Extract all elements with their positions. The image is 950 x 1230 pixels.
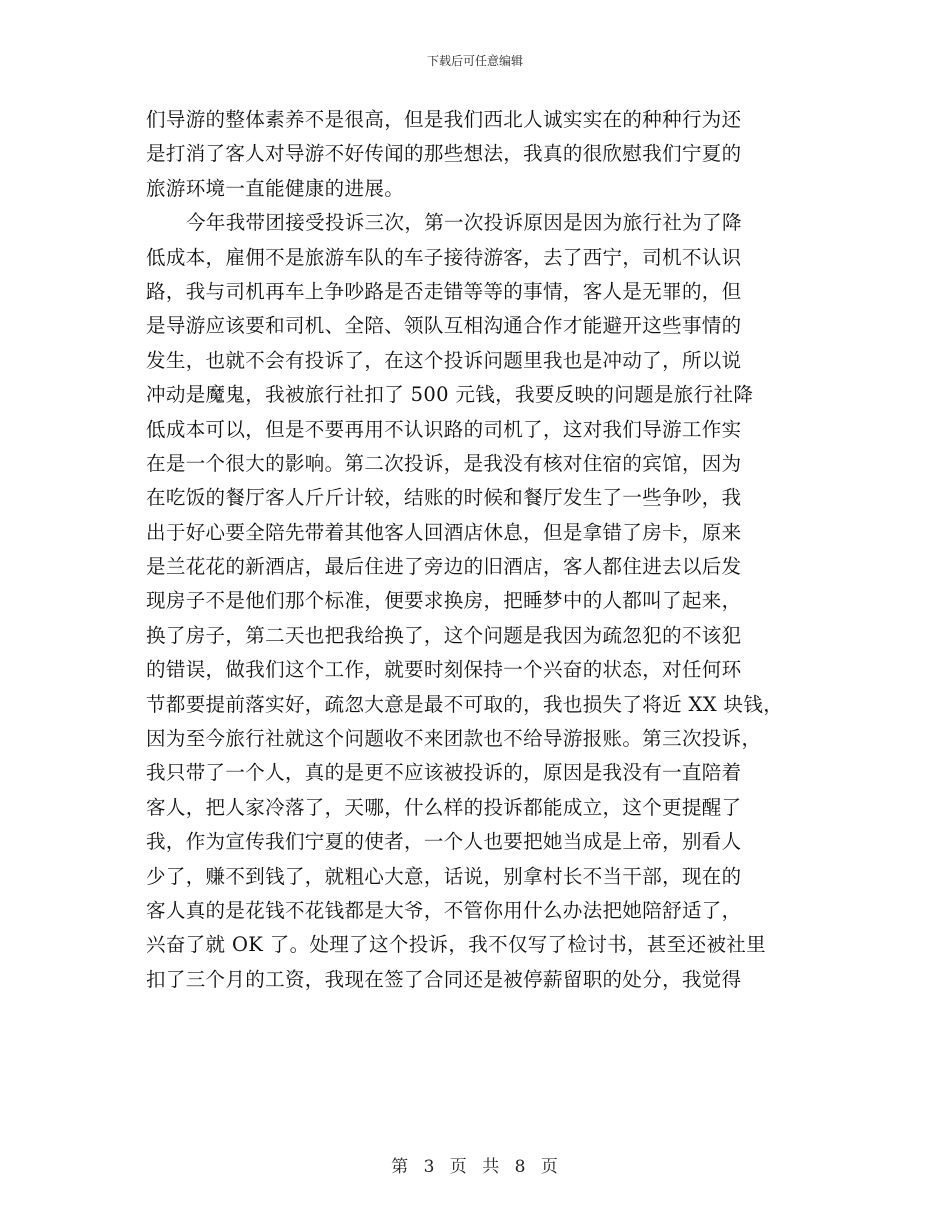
page-prefix: 第	[391, 1157, 410, 1177]
text-line: 少了，赚不到钱了，就粗心大意，话说，别拿村长不当干部，现在的	[146, 864, 742, 888]
text-line: 旅游环境一直能健康的进展。	[146, 176, 405, 200]
text-line: 发生，也就不会有投诉了，在这个投诉问题里我也是冲动了，所以说	[146, 348, 742, 372]
text-line: 节都要提前落实好，疏忽大意是最不可取的，我也损失了将近 XX 块钱，	[146, 692, 784, 716]
text-line: 是兰花花的新酒店，最后住进了旁边的旧酒店，客人都住进去以后发	[146, 555, 742, 579]
header-note: 下载后可任意编辑	[426, 54, 523, 68]
total-page-count: 8	[514, 1157, 527, 1177]
text-line: 是导游应该要和司机、全陪、领队互相沟通合作才能避开这些事情的	[146, 314, 742, 338]
text-line: 扣了三个月的工资，我现在签了合同还是被停薪留职的处分，我觉得	[146, 967, 742, 991]
text-line: 客人，把人家冷落了，天哪，什么样的投诉都能成立，这个更提醒了	[146, 795, 742, 819]
text-line: 我只带了一个人，真的是更不应该被投诉的，原因是我没有一直陪着	[146, 761, 742, 785]
text-line: 们导游的整体素养不是很高，但是我们西北人诚实实在的种种行为还	[146, 108, 742, 131]
text-line: 客人真的是花钱不花钱都是大爷，不管你用什么办法把她陪舒适了，	[146, 898, 742, 922]
text-line: 现房子不是他们那个标准，便要求换房，把睡梦中的人都叫了起来，	[146, 589, 742, 613]
text-line: 低成本可以，但是不要再用不认识路的司机了，这对我们导游工作实	[146, 417, 742, 441]
text-line: 兴奋了就 OK 了。处理了这个投诉，我不仅写了检讨书，甚至还被社里	[146, 933, 767, 957]
text-line: 因为至今旅行社就这个问题收不来团款也不给导游报账。第三次投诉，	[146, 727, 762, 751]
text-line: 换了房子，第二天也把我给换了，这个问题是我因为疏忽犯的不该犯	[146, 623, 742, 647]
text-line: 在是一个很大的影响。第二次投诉，是我没有核对住宿的宾馆，因为	[146, 451, 742, 475]
text-line: 低成本，雇佣不是旅游车队的车子接待游客，去了西宁，司机不认识	[146, 245, 742, 269]
text-line: 我，作为宣传我们宁夏的使者，一个人也要把她当成是上帝，别看人	[146, 830, 742, 854]
text-line: 路，我与司机再车上争吵路是否走错等等的事情，客人是无罪的，但	[146, 279, 742, 303]
text-line: 在吃饭的餐厅客人斤斤计较，结账的时候和餐厅发生了一些争吵，我	[146, 486, 742, 510]
body-text	[146, 103, 806, 997]
text-line: 的错误，做我们这个工作，就要时刻保持一个兴奋的状态，对任何环	[146, 658, 742, 682]
page-footer	[0, 1156, 950, 1178]
page-word: 页	[449, 1157, 468, 1177]
current-page-number: 3	[423, 1157, 436, 1177]
page-header	[0, 53, 950, 69]
total-prefix: 共	[482, 1157, 501, 1177]
text-line: 是打消了客人对导游不好传闻的那些想法，我真的很欣慰我们宁夏的	[146, 142, 742, 166]
paragraph-first-line: 今年我带团接受投诉三次，第一次投诉原因是因为旅行社为了降	[186, 211, 742, 235]
text-line: 出于好心要全陪先带着其他客人回酒店休息，但是拿错了房卡，原来	[146, 520, 742, 544]
total-suffix: 页	[540, 1157, 559, 1177]
text-line: 冲动是魔鬼，我被旅行社扣了 500 元钱，我要反映的问题是旅行社降	[146, 383, 754, 407]
